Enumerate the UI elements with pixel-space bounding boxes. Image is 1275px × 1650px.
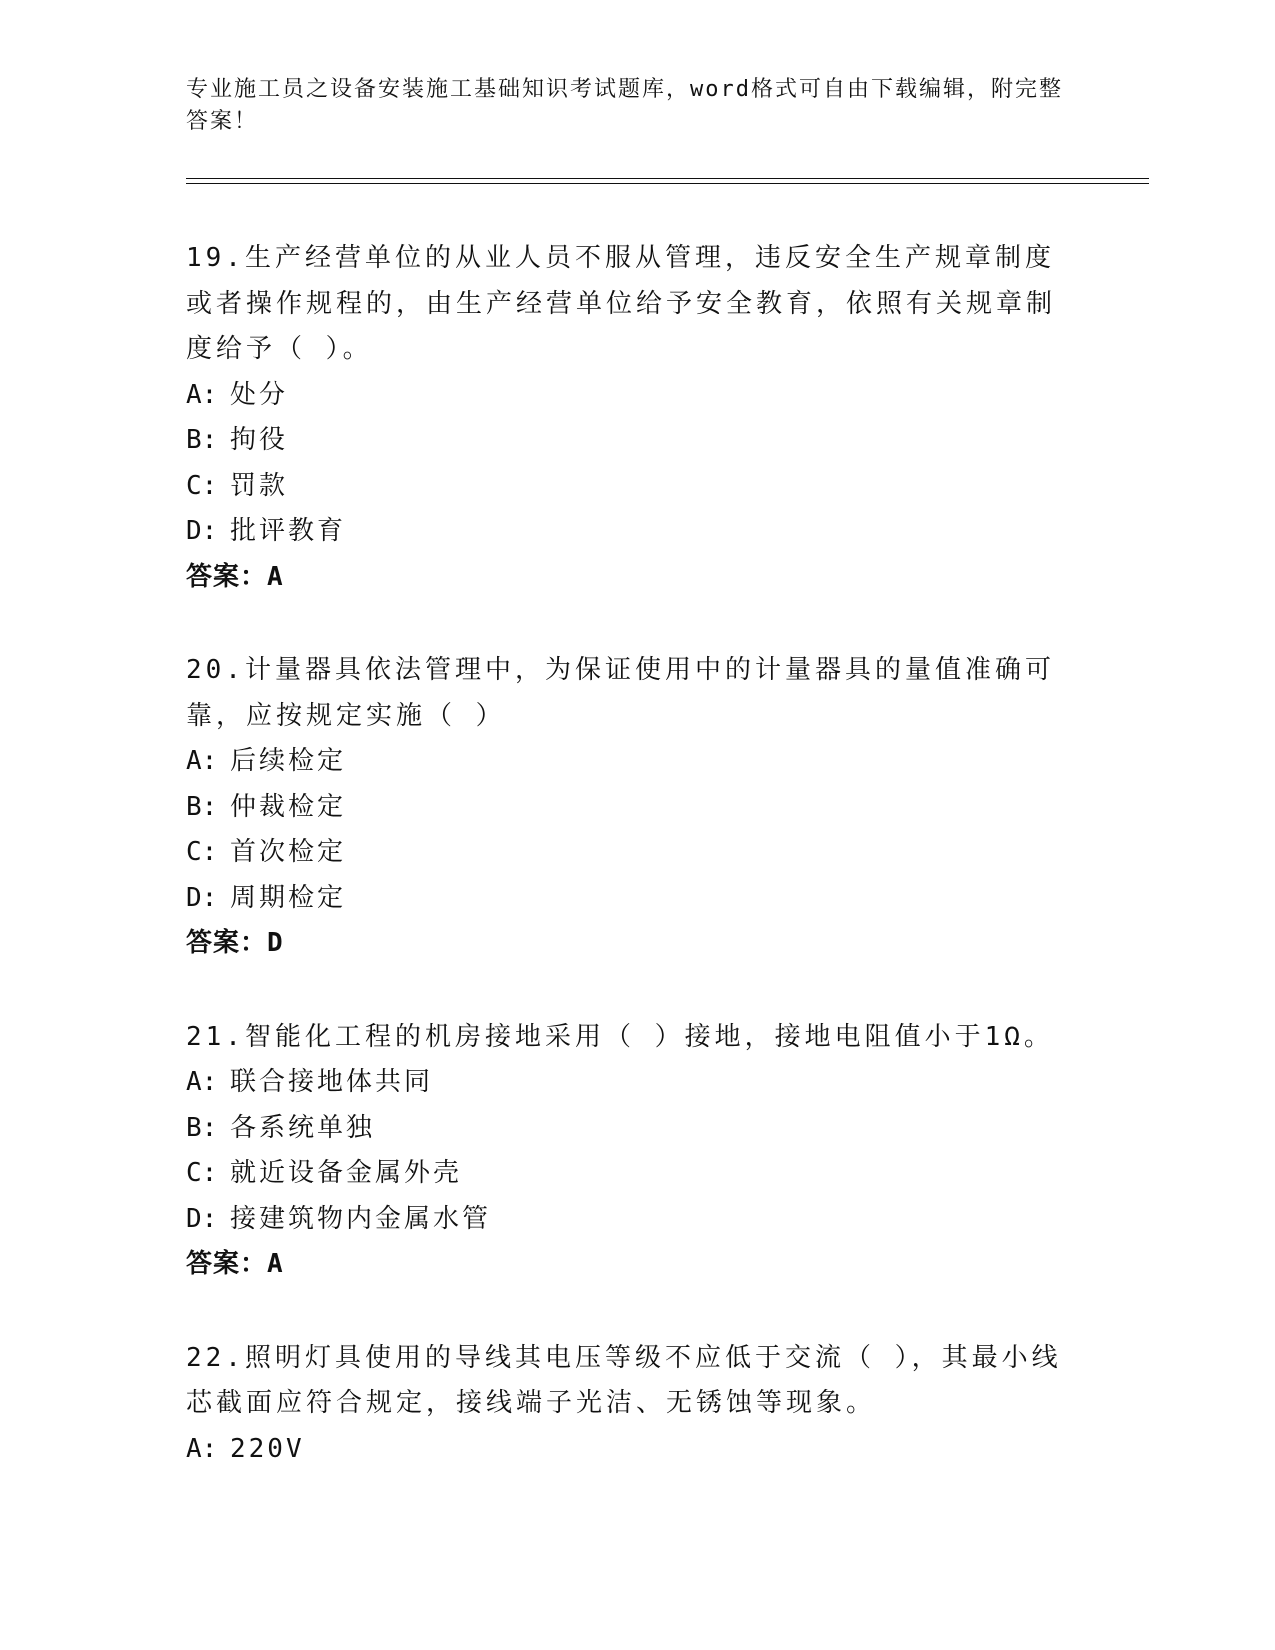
option-text: 首次检定 xyxy=(230,837,347,867)
option-key: C: xyxy=(186,470,218,501)
option-key: A: xyxy=(186,379,218,410)
document-header: 专业施工员之设备安装施工基础知识考试题库，word格式可自由下载编辑，附完整答案！ xyxy=(186,77,1063,134)
option-key: A: xyxy=(186,1067,218,1097)
option-text: 后续检定 xyxy=(230,746,347,776)
header-divider-top xyxy=(186,178,1149,179)
option-key: B: xyxy=(186,425,218,455)
option-text: 接建筑物内金属水管 xyxy=(230,1203,492,1234)
answer-line: 答案：D xyxy=(186,928,284,958)
question-stem: 19.生产经营单位的从业人员不服从管理，违反安全生产规章制度或者操作规程的，由生产经营单位给予安全教育，依照有关规章制度给予（ ）。 xyxy=(186,243,1057,364)
answer-option xyxy=(186,1197,1076,1243)
option-text: 罚款 xyxy=(230,470,289,501)
answer-option xyxy=(186,418,1076,464)
question-block xyxy=(186,648,1076,967)
option-text: 就近设备金属外壳 xyxy=(230,1158,463,1188)
option-key: D: xyxy=(186,516,218,546)
answer-option xyxy=(186,1106,1076,1152)
option-text: 220V xyxy=(230,1433,305,1464)
answer-option xyxy=(186,1427,1076,1473)
question-block xyxy=(186,1015,1076,1288)
answer-line: 答案：A xyxy=(186,561,284,592)
answer-option xyxy=(186,739,1076,785)
option-key: C: xyxy=(186,1158,218,1188)
answer-option xyxy=(186,464,1076,510)
option-key: D: xyxy=(186,1203,218,1234)
option-key: C: xyxy=(186,837,218,867)
answer-option xyxy=(186,876,1076,922)
option-key: D: xyxy=(186,882,218,913)
answer-option xyxy=(186,1151,1076,1197)
option-key: A: xyxy=(186,746,218,776)
question-stem: 21.智能化工程的机房接地采用（ ）接地，接地电阻值小于1Ω。 xyxy=(186,1021,1054,1052)
question-stem: 22.照明灯具使用的导线其电压等级不应低于交流（ ），其最小线芯截面应符合规定，接线端子光洁、无锈蚀等现象。 xyxy=(186,1342,1062,1418)
option-key: A: xyxy=(186,1433,218,1464)
header-divider-bottom xyxy=(186,183,1149,184)
option-key: B: xyxy=(186,1112,218,1143)
option-text: 周期检定 xyxy=(230,882,347,913)
answer-option xyxy=(186,509,1076,555)
option-text: 各系统单独 xyxy=(230,1112,376,1143)
option-key: B: xyxy=(186,791,218,822)
answer-option xyxy=(186,785,1076,831)
answer-option xyxy=(186,1060,1076,1106)
question-block xyxy=(186,1336,1076,1473)
question-list xyxy=(186,236,1076,1520)
question-stem: 20.计量器具依法管理中，为保证使用中的计量器具的量值准确可靠，应按规定实施（ ） xyxy=(186,655,1055,731)
answer-option xyxy=(186,830,1076,876)
option-text: 批评教育 xyxy=(230,516,347,546)
question-block xyxy=(186,236,1076,600)
answer-line: 答案：A xyxy=(186,1249,284,1279)
option-text: 处分 xyxy=(230,379,289,410)
option-text: 仲裁检定 xyxy=(230,791,347,822)
answer-option xyxy=(186,373,1076,419)
option-text: 拘役 xyxy=(230,425,289,455)
option-text: 联合接地体共同 xyxy=(230,1067,434,1097)
